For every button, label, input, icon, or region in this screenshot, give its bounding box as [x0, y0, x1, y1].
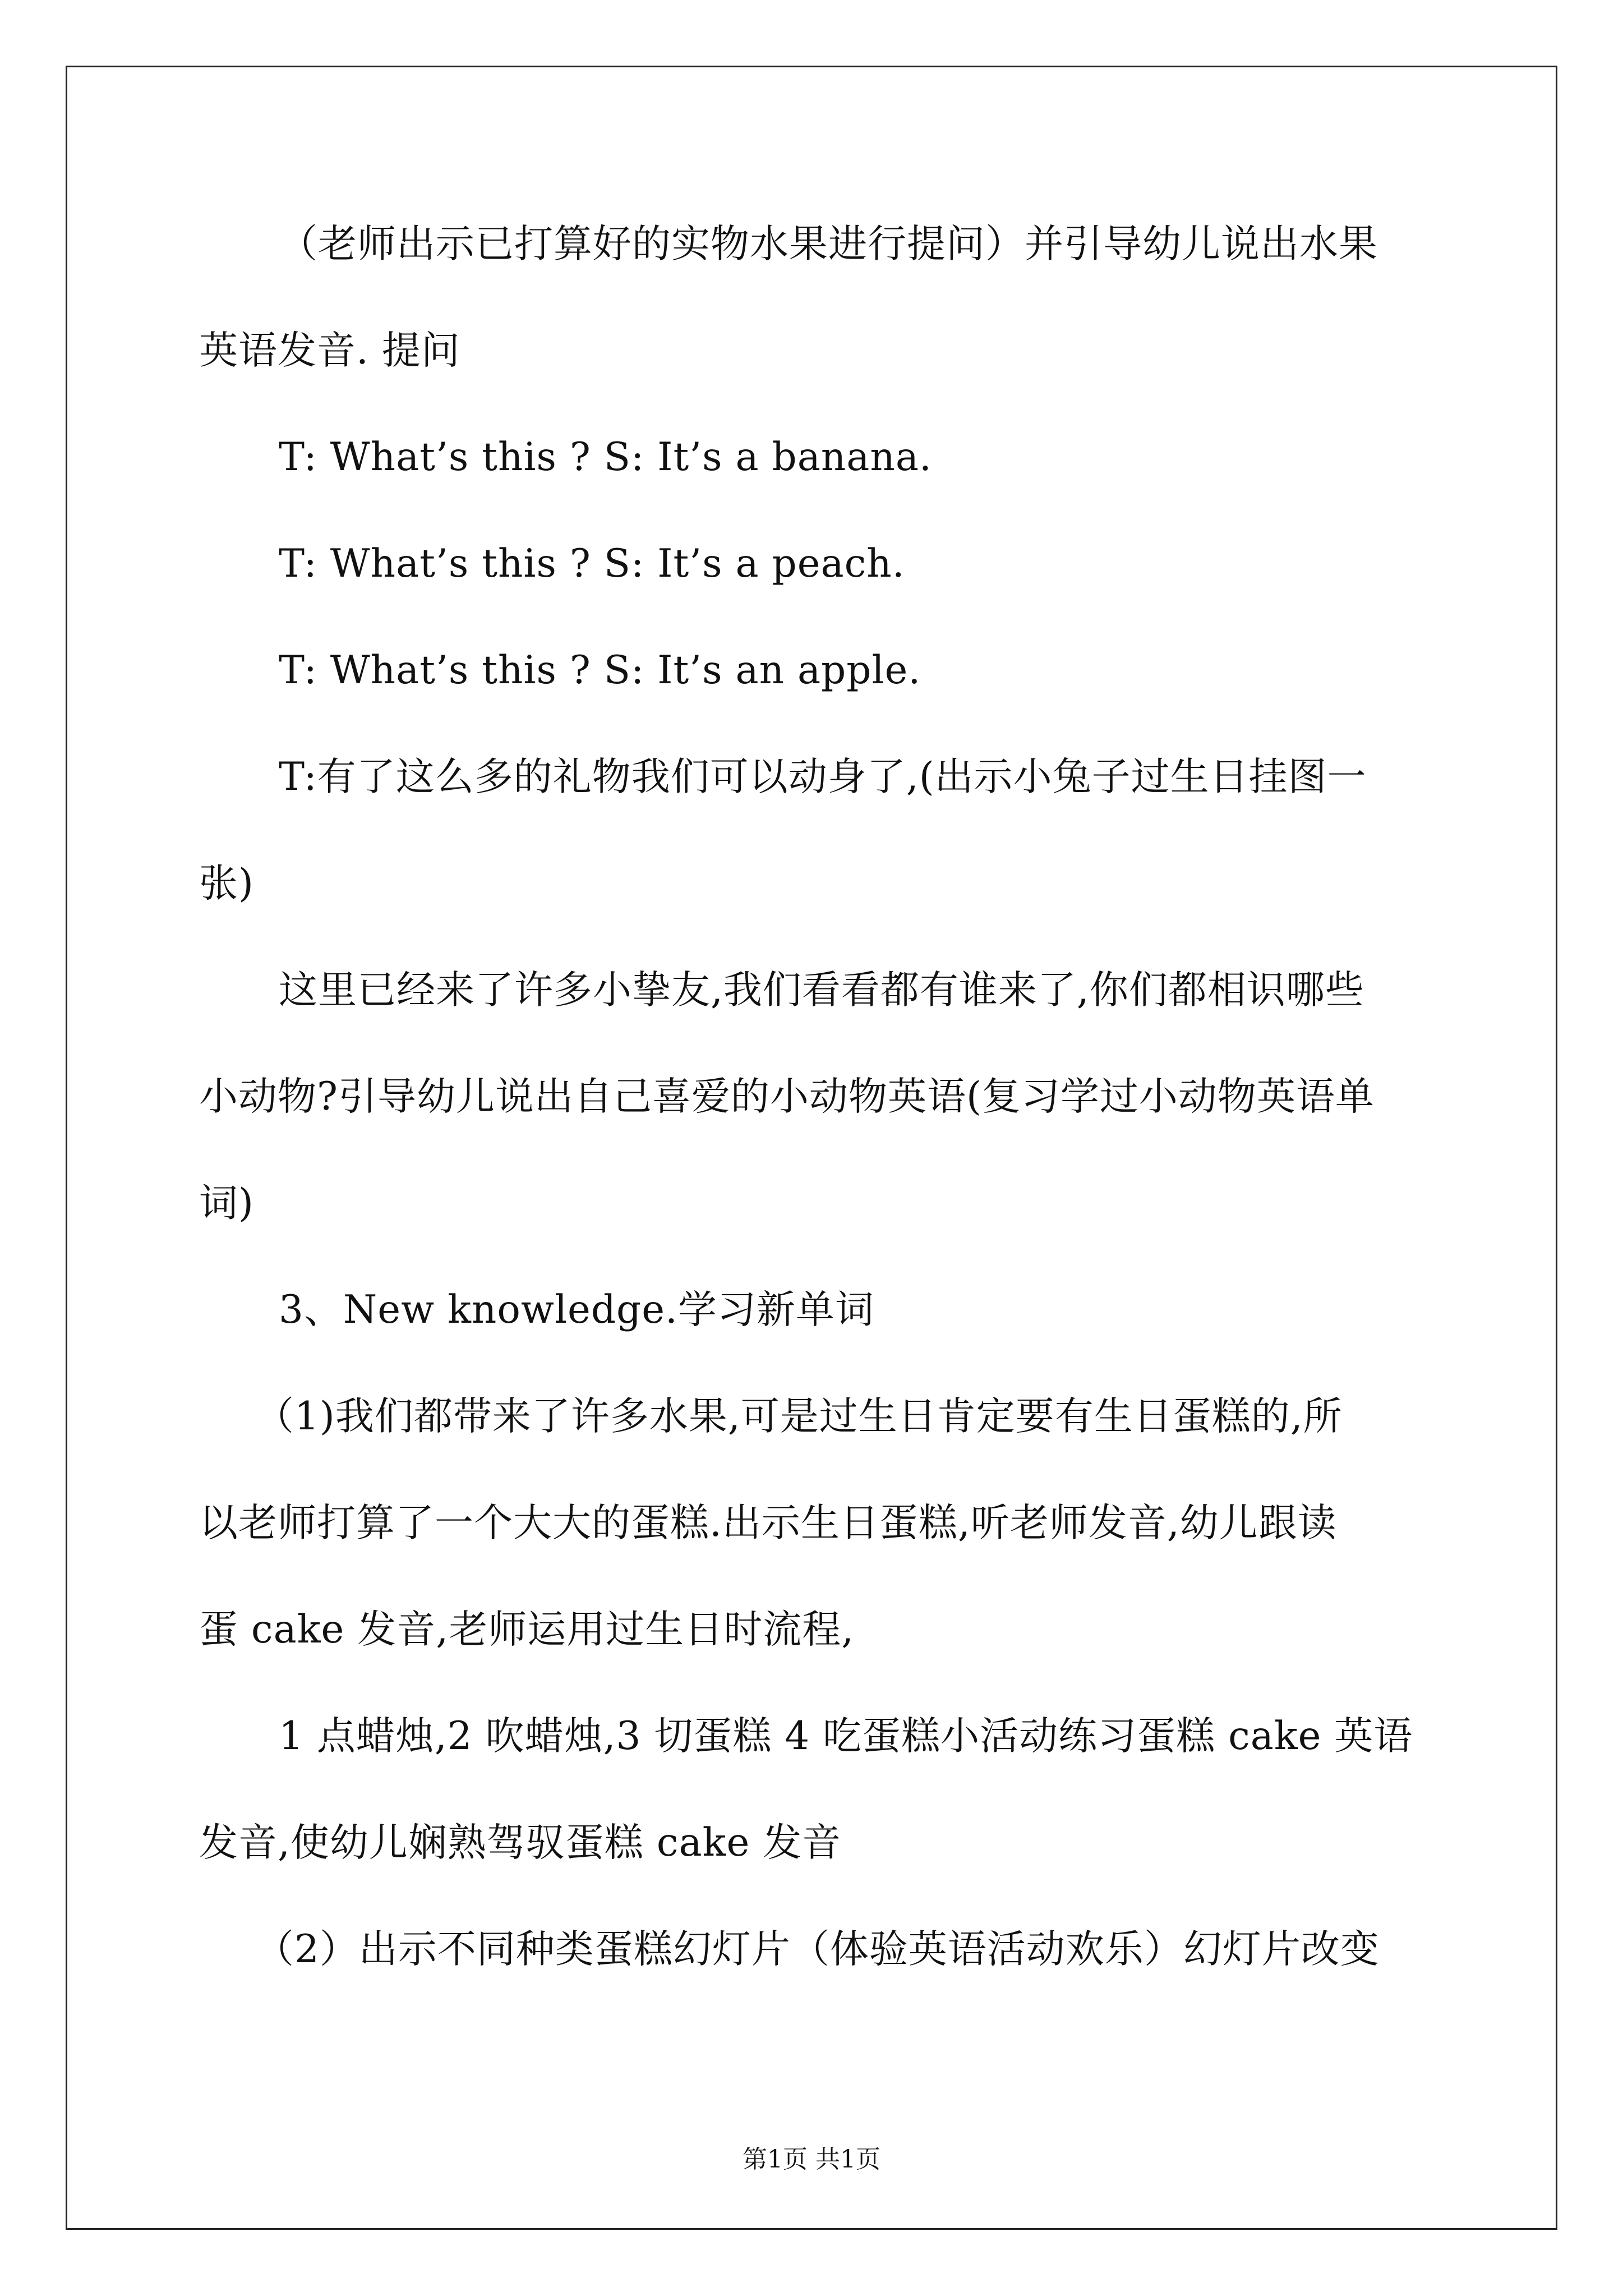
text-line: T: What’s this ? S: It’s an apple.	[279, 648, 921, 693]
text-line: 发音,使幼儿娴熟驾驭蛋糕 cake 发音	[199, 1820, 842, 1865]
text-line: 这里已经来了许多小挚友,我们看看都有谁来了,你们都相识哪些	[279, 968, 1364, 1013]
text-line: （1)我们都带来了许多水果,可是过生日肯定要有生日蛋糕的,所	[255, 1394, 1343, 1439]
text-line: （2）出示不同种类蛋糕幻灯片（体验英语活动欢乐）幻灯片改变	[255, 1927, 1380, 1972]
text-line: T:有了这么多的礼物我们可以动身了,(出示小兔子过生日挂图一	[279, 754, 1367, 799]
page-border	[66, 66, 1557, 2230]
text-line: 张)	[199, 861, 254, 906]
text-line: 以老师打算了一个大大的蛋糕.出示生日蛋糕,听老师发音,幼儿跟读	[199, 1501, 1337, 1545]
text-line: T: What’s this ? S: It’s a peach.	[279, 541, 905, 586]
text-line: 1 点蜡烛,2 吹蜡烛,3 切蛋糕 4 吃蛋糕小活动练习蛋糕 cake 英语	[279, 1714, 1413, 1759]
text-line: 3、New knowledge.学习新单词	[279, 1287, 874, 1332]
text-line: 蛋 cake 发音,老师运用过生日时流程,	[199, 1607, 855, 1652]
page-footer: 第1页 共1页	[743, 2145, 880, 2174]
text-line: （老师出示已打算好的实物水果进行提问）并引导幼儿说出水果	[279, 222, 1378, 266]
text-line: 小动物?引导幼儿说出自己喜爱的小动物英语(复习学过小动物英语单	[199, 1074, 1375, 1119]
text-line: 英语发音. 提问	[199, 328, 460, 373]
text-line: 词)	[199, 1181, 254, 1226]
text-line: T: What’s this ? S: It’s a banana.	[279, 435, 932, 480]
